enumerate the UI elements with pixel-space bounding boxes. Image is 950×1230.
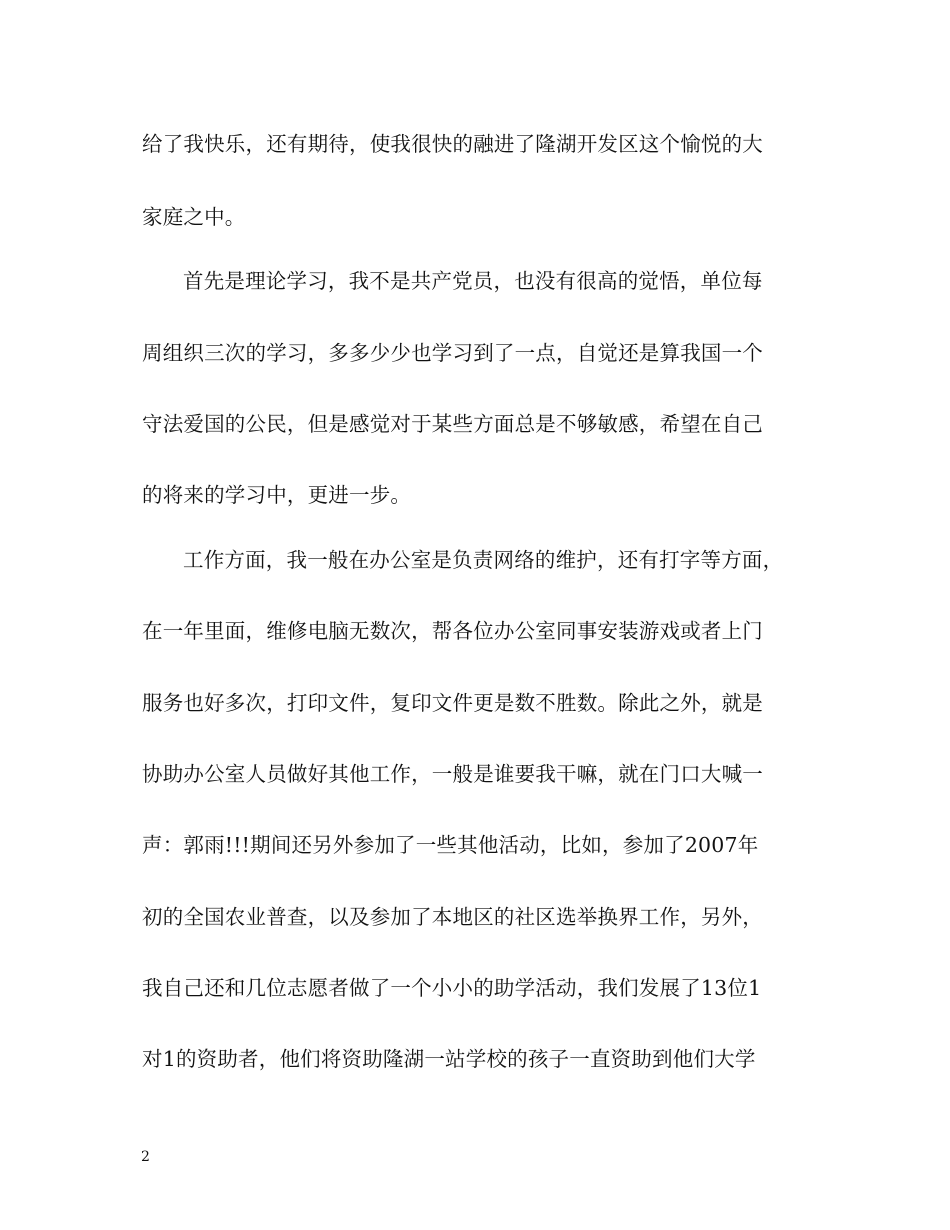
text-line-9: 服务也好多次，打印文件，复印文件更是数不胜数。除此之外，就是 <box>142 691 763 715</box>
text-line-14: 对1的资助者，他们将资助隆湖一站学校的孩子一直资助到他们大学 <box>142 1047 756 1071</box>
text-line-4: 周组织三次的学习，多多少少也学习到了一点，自觉还是算我国一个 <box>142 341 763 365</box>
text-line-5: 守法爱国的公民，但是感觉对于某些方面总是不够敏感，希望在自己 <box>142 412 763 436</box>
page-number: 2 <box>141 1149 150 1165</box>
text-line-6: 的将来的学习中，更进一步。 <box>142 483 412 507</box>
text-line-3: 首先是理论学习，我不是共产党员，也没有很高的觉悟，单位每 <box>183 269 763 293</box>
text-line-1: 给了我快乐，还有期待，使我很快的融进了隆湖开发区这个愉悦的大 <box>142 132 763 156</box>
text-line-8: 在一年里面，维修电脑无数次，帮各位办公室同事安装游戏或者上门 <box>142 619 763 643</box>
text-line-11: 声：郭雨!!!期间还另外参加了一些其他活动，比如，参加了2007年 <box>142 833 759 857</box>
text-line-7: 工作方面，我一般在办公室是负责网络的维护，还有打字等方面， <box>183 548 784 572</box>
text-line-12: 初的全国农业普查，以及参加了本地区的社区选举换界工作，另外， <box>142 905 763 929</box>
text-line-2: 家庭之中。 <box>142 205 246 229</box>
text-line-13: 我自己还和几位志愿者做了一个小小的助学活动，我们发展了13位1 <box>142 976 762 1000</box>
text-line-10: 协助办公室人员做好其他工作，一般是谁要我干嘛，就在门口大喊一 <box>142 762 763 786</box>
